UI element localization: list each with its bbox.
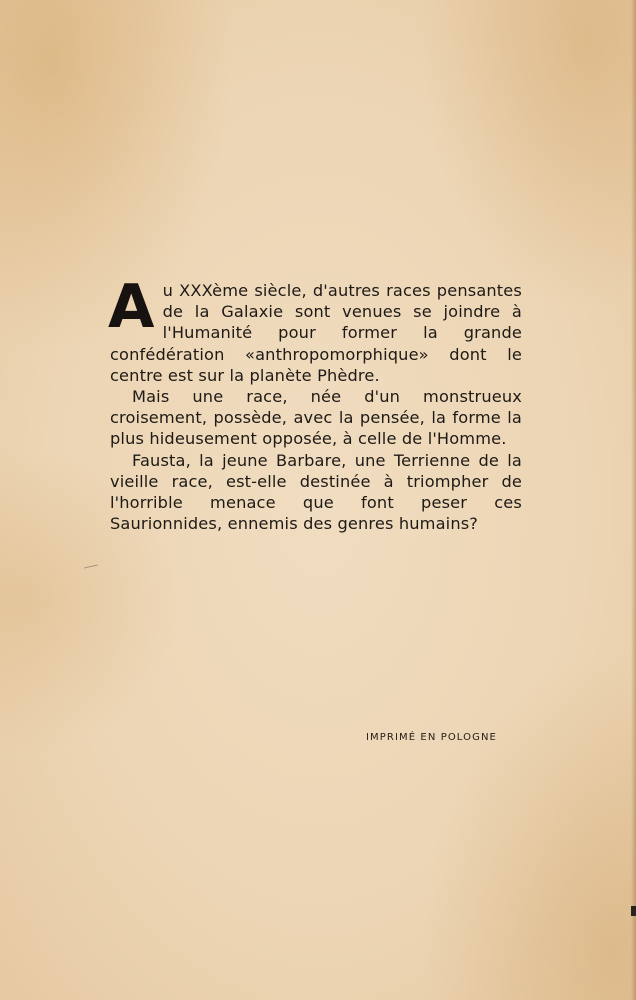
drop-cap-letter: A (108, 272, 155, 342)
pencil-mark (84, 565, 98, 569)
blurb-paragraph-1-text: u XXXème siècle, d'autres races pensantes de la Galaxie sont venues se joindre à l'Humanité pour former la grande confédération «anthropomorphique» dont le centre est sur la planète Phèdre. (110, 281, 522, 385)
page-edge-shadow (631, 0, 636, 1000)
blurb-paragraph-3: Fausta, la jeune Barbare, une Terrienne de la vieille race, est-elle destinée à triompher de l'horrible menace que font peser ces Saurionnides, ennemis des genres humains? (110, 450, 522, 534)
back-cover-blurb (108, 272, 522, 534)
printer-imprint: IMPRIMÉ EN POLOGNE (366, 732, 497, 743)
blurb-paragraph-1 (108, 272, 522, 386)
blurb-paragraph-2: Mais une race, née d'un monstrueux croisement, possède, avec la pensée, la forme la plus hideusement opposée, à celle de l'Homme. (110, 387, 522, 449)
margin-mark (631, 906, 636, 916)
